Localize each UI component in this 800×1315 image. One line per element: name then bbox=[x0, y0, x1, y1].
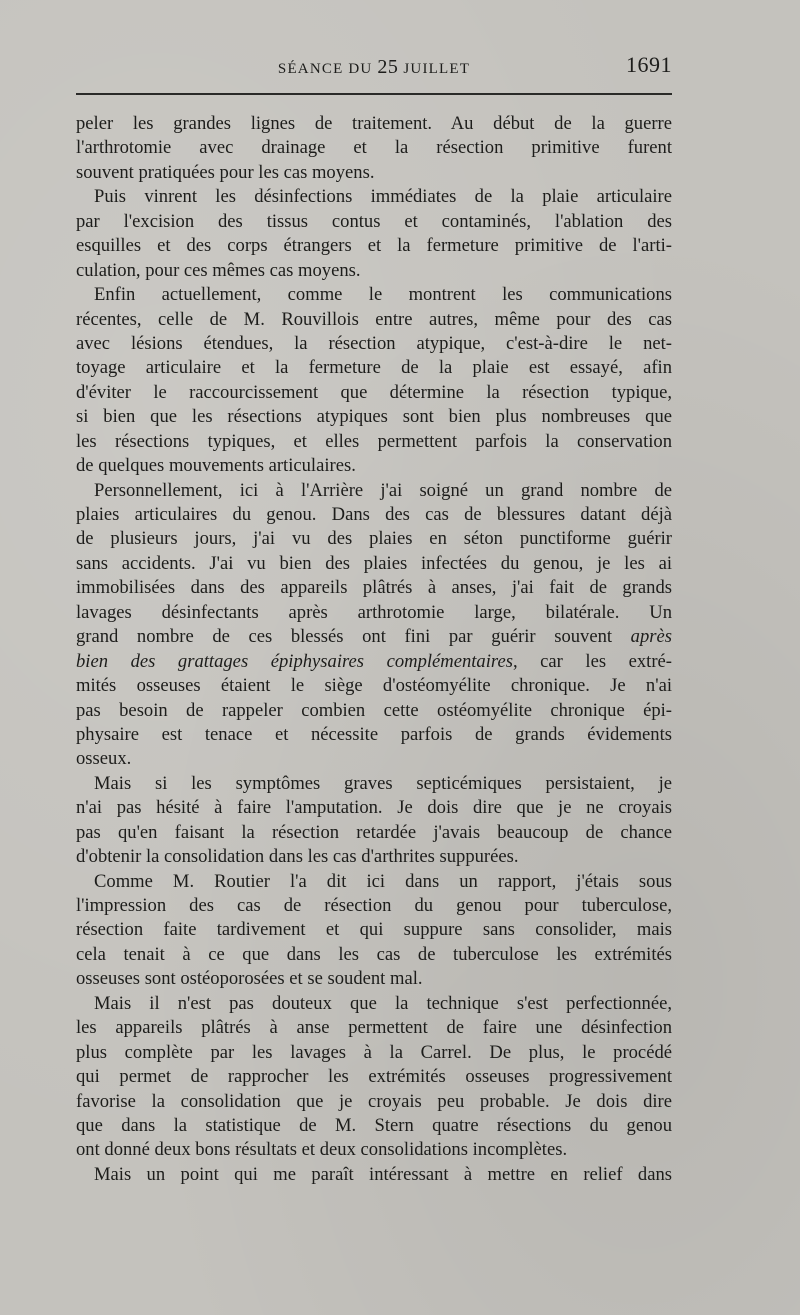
text-line: Comme M. Routier l'a dit ici dans un rapport, j'étais sous bbox=[94, 870, 672, 892]
text-line: immobilisées dans des appareils plâtrés à anses, j'ai fait de grands bbox=[76, 577, 672, 599]
italic-phrase: bien des grattages épiphysaires complémentaires bbox=[76, 650, 513, 672]
text-line: que dans la statistique de M. Stern quatre résections du genou bbox=[76, 1114, 672, 1136]
text-line: Mais si les symptômes graves septicémiques persistaient, je bbox=[94, 772, 672, 794]
text-line: sans accidents. J'ai vu bien des plaies infectées du genou, je les ai bbox=[76, 552, 672, 574]
text-line: osseuses sont ostéoporosées et se soudent mal. bbox=[76, 968, 423, 990]
body-text bbox=[76, 112, 672, 1187]
text-line: avec lésions étendues, la résection atypique, c'est-à-dire le net- bbox=[76, 332, 672, 354]
text-line: les résections typiques, et elles permettent parfois la conservation bbox=[76, 430, 672, 452]
text-line: n'ai pas hésité à faire l'amputation. Je dois dire que je ne croyais bbox=[76, 797, 672, 819]
text-line: récentes, celle de M. Rouvillois entre autres, même pour des cas bbox=[76, 308, 672, 330]
text-line: d'obtenir la consolidation dans les cas d'arthrites suppurées. bbox=[76, 846, 519, 868]
text-line: lavages désinfectants après arthrotomie large, bilatérale. Un bbox=[76, 601, 672, 623]
text-line: l'impression des cas de résection du genou pour tuberculose, bbox=[76, 895, 672, 916]
text-line: plaies articulaires du genou. Dans des cas de blessures datant déjà bbox=[76, 504, 672, 525]
text-line: l'arthrotomie avec drainage et la résection primitive furent bbox=[76, 137, 672, 159]
text-line: Mais il n'est pas douteux que la technique s'est perfectionnée, bbox=[94, 992, 672, 1014]
header-rule bbox=[76, 93, 672, 95]
text-line: cela tenait à ce que dans les cas de tuberculose les extrémités bbox=[76, 943, 672, 965]
text-line: osseux. bbox=[76, 748, 132, 770]
text-line: d'éviter le raccourcissement que détermine la résection typique, bbox=[76, 381, 672, 403]
text-line: si bien que les résections atypiques sont bien plus nombreuses que bbox=[76, 406, 672, 428]
text-line bbox=[76, 625, 672, 649]
text-line: Enfin actuellement, comme le montrent les communications bbox=[94, 284, 672, 306]
text-line-roman: grand nombre de ces blessés ont fini par guérir souvent bbox=[76, 626, 631, 648]
text-line: peler les grandes lignes de traitement. Au début de la guerre bbox=[76, 113, 672, 134]
text-line: Puis vinrent les désinfections immédiates de la plaie articulaire bbox=[94, 186, 672, 208]
text-line: de quelques mouvements articulaires. bbox=[76, 455, 356, 477]
text-line: résection faite tardivement et qui suppure sans consolider, mais bbox=[76, 919, 672, 941]
text-line: Mais un point qui me paraît intéressant à mettre en relief dans bbox=[94, 1163, 672, 1185]
text-line-roman: , car les extré- bbox=[512, 650, 672, 672]
text-line: pas qu'en faisant la résection retardée j'avais beaucoup de chance bbox=[76, 821, 672, 843]
title-date-number: 25 bbox=[377, 56, 399, 78]
text-line bbox=[76, 650, 672, 674]
italic-phrase: après bbox=[630, 626, 672, 648]
running-header bbox=[76, 52, 672, 82]
text-line: par l'excision des tissus contus et contaminés, l'ablation des bbox=[76, 210, 672, 232]
text-line: esquilles et des corps étrangers et la fermeture primitive de l'arti- bbox=[76, 235, 672, 257]
text-line: qui permet de rapprocher les extrémités osseuses progressivement bbox=[76, 1066, 672, 1088]
text-line: pas besoin de rappeler combien cette ostéomyélite chronique épi- bbox=[76, 699, 672, 721]
text-line: Personnellement, ici à l'Arrière j'ai soigné un grand nombre de bbox=[94, 479, 672, 501]
text-line: mités osseuses étaient le siège d'ostéomyélite chronique. Je n'ai bbox=[76, 675, 672, 697]
page-number: 1691 bbox=[626, 52, 672, 77]
text-line: de plusieurs jours, j'ai vu des plaies en séton punctiforme guérir bbox=[76, 528, 672, 550]
text-line: culation, pour ces mêmes cas moyens. bbox=[76, 259, 361, 281]
text-line: favorise la consolidation que je croyais peu probable. Je dois dire bbox=[76, 1090, 672, 1112]
text-line: ont donné deux bons résultats et deux consolidations incomplètes. bbox=[76, 1139, 568, 1161]
title-prefix: SÉANCE DU bbox=[277, 61, 378, 77]
text-line: souvent pratiquées pour les cas moyens. bbox=[76, 161, 375, 183]
text-line: les appareils plâtrés à anse permettent de faire une désinfection bbox=[76, 1017, 672, 1039]
text-line: physaire est tenace et nécessite parfois de grands évidements bbox=[76, 723, 672, 745]
text-line: plus complète par les lavages à la Carrel. De plus, le procédé bbox=[76, 1041, 672, 1063]
running-title bbox=[76, 56, 672, 79]
title-suffix: JUILLET bbox=[398, 61, 471, 77]
text-line: toyage articulaire et la fermeture de la plaie est essayé, afin bbox=[76, 357, 672, 379]
